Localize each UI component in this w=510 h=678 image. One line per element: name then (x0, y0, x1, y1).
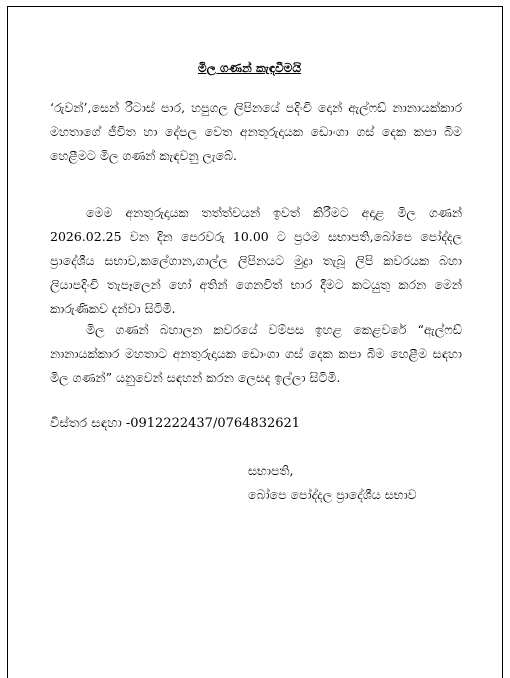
signature-position: සභාපති, (248, 463, 294, 478)
signature-organization: බෝපෙ පෝද්දල ප්‍රාදේශීය සභාව (248, 487, 417, 502)
signature-block (248, 459, 417, 507)
paragraph-intro: ‘රුවන්’,සෙන් රීටාස් පාර, හපුගල ලිපිනයේ පදිංචි දොන් ඇල්ෆඩ් නානායක්කාර මහතාගේ ජීවිත හා දේපල වෙත අනතුරුදායක ඩොංගා ගස් දෙක කපා බිම හෙළීමට මිල ගණන් කැඳවනු ලැබේ. (50, 100, 462, 163)
document-page (7, 6, 503, 678)
paragraph-envelope: මිල ගණන් බහාලන කවරයේ වම්පස ඉහළ කෙළවරේ “ඇල්ෆඩ් නානායක්කාර මහතාට අනතුරුදායක ඩොංගා ගස් දෙක කපා බිම හෙළීම සඳහා මිල ගණන්” යනුවෙන් සඳහන් කරන ලෙසද ඉල්ලා සිටිමි. (50, 322, 462, 385)
contact-line: විස්තර සඳහා -0912222437/0764832621 (50, 416, 301, 431)
document-title: මිල ගණන් කැඳවීමයි (198, 61, 302, 75)
paragraph-submission: මෙම අනතුරුදායක තත්ත්වයන් ඉවත් කිරීමට අදාළ මිල ගණන් 2026.02.25 වන දින පෙරවරු 10.00 ට ප්‍රථම සභාපති,බෝපෙ පෝද්දල ප්‍රාදේශීය සභාව,කලේගාන,ගාල්ල ලිපිනයට මුද්‍රා තැබූ ලිපි කවරයක බහා ලියාපදිංචි තැපෑලෙන් හෝ අතින් ගෙනවිත් භාර දීමට කටයුතු කරන මෙන් කාරුණිකව දන්වා සිටිමි. (50, 205, 462, 316)
